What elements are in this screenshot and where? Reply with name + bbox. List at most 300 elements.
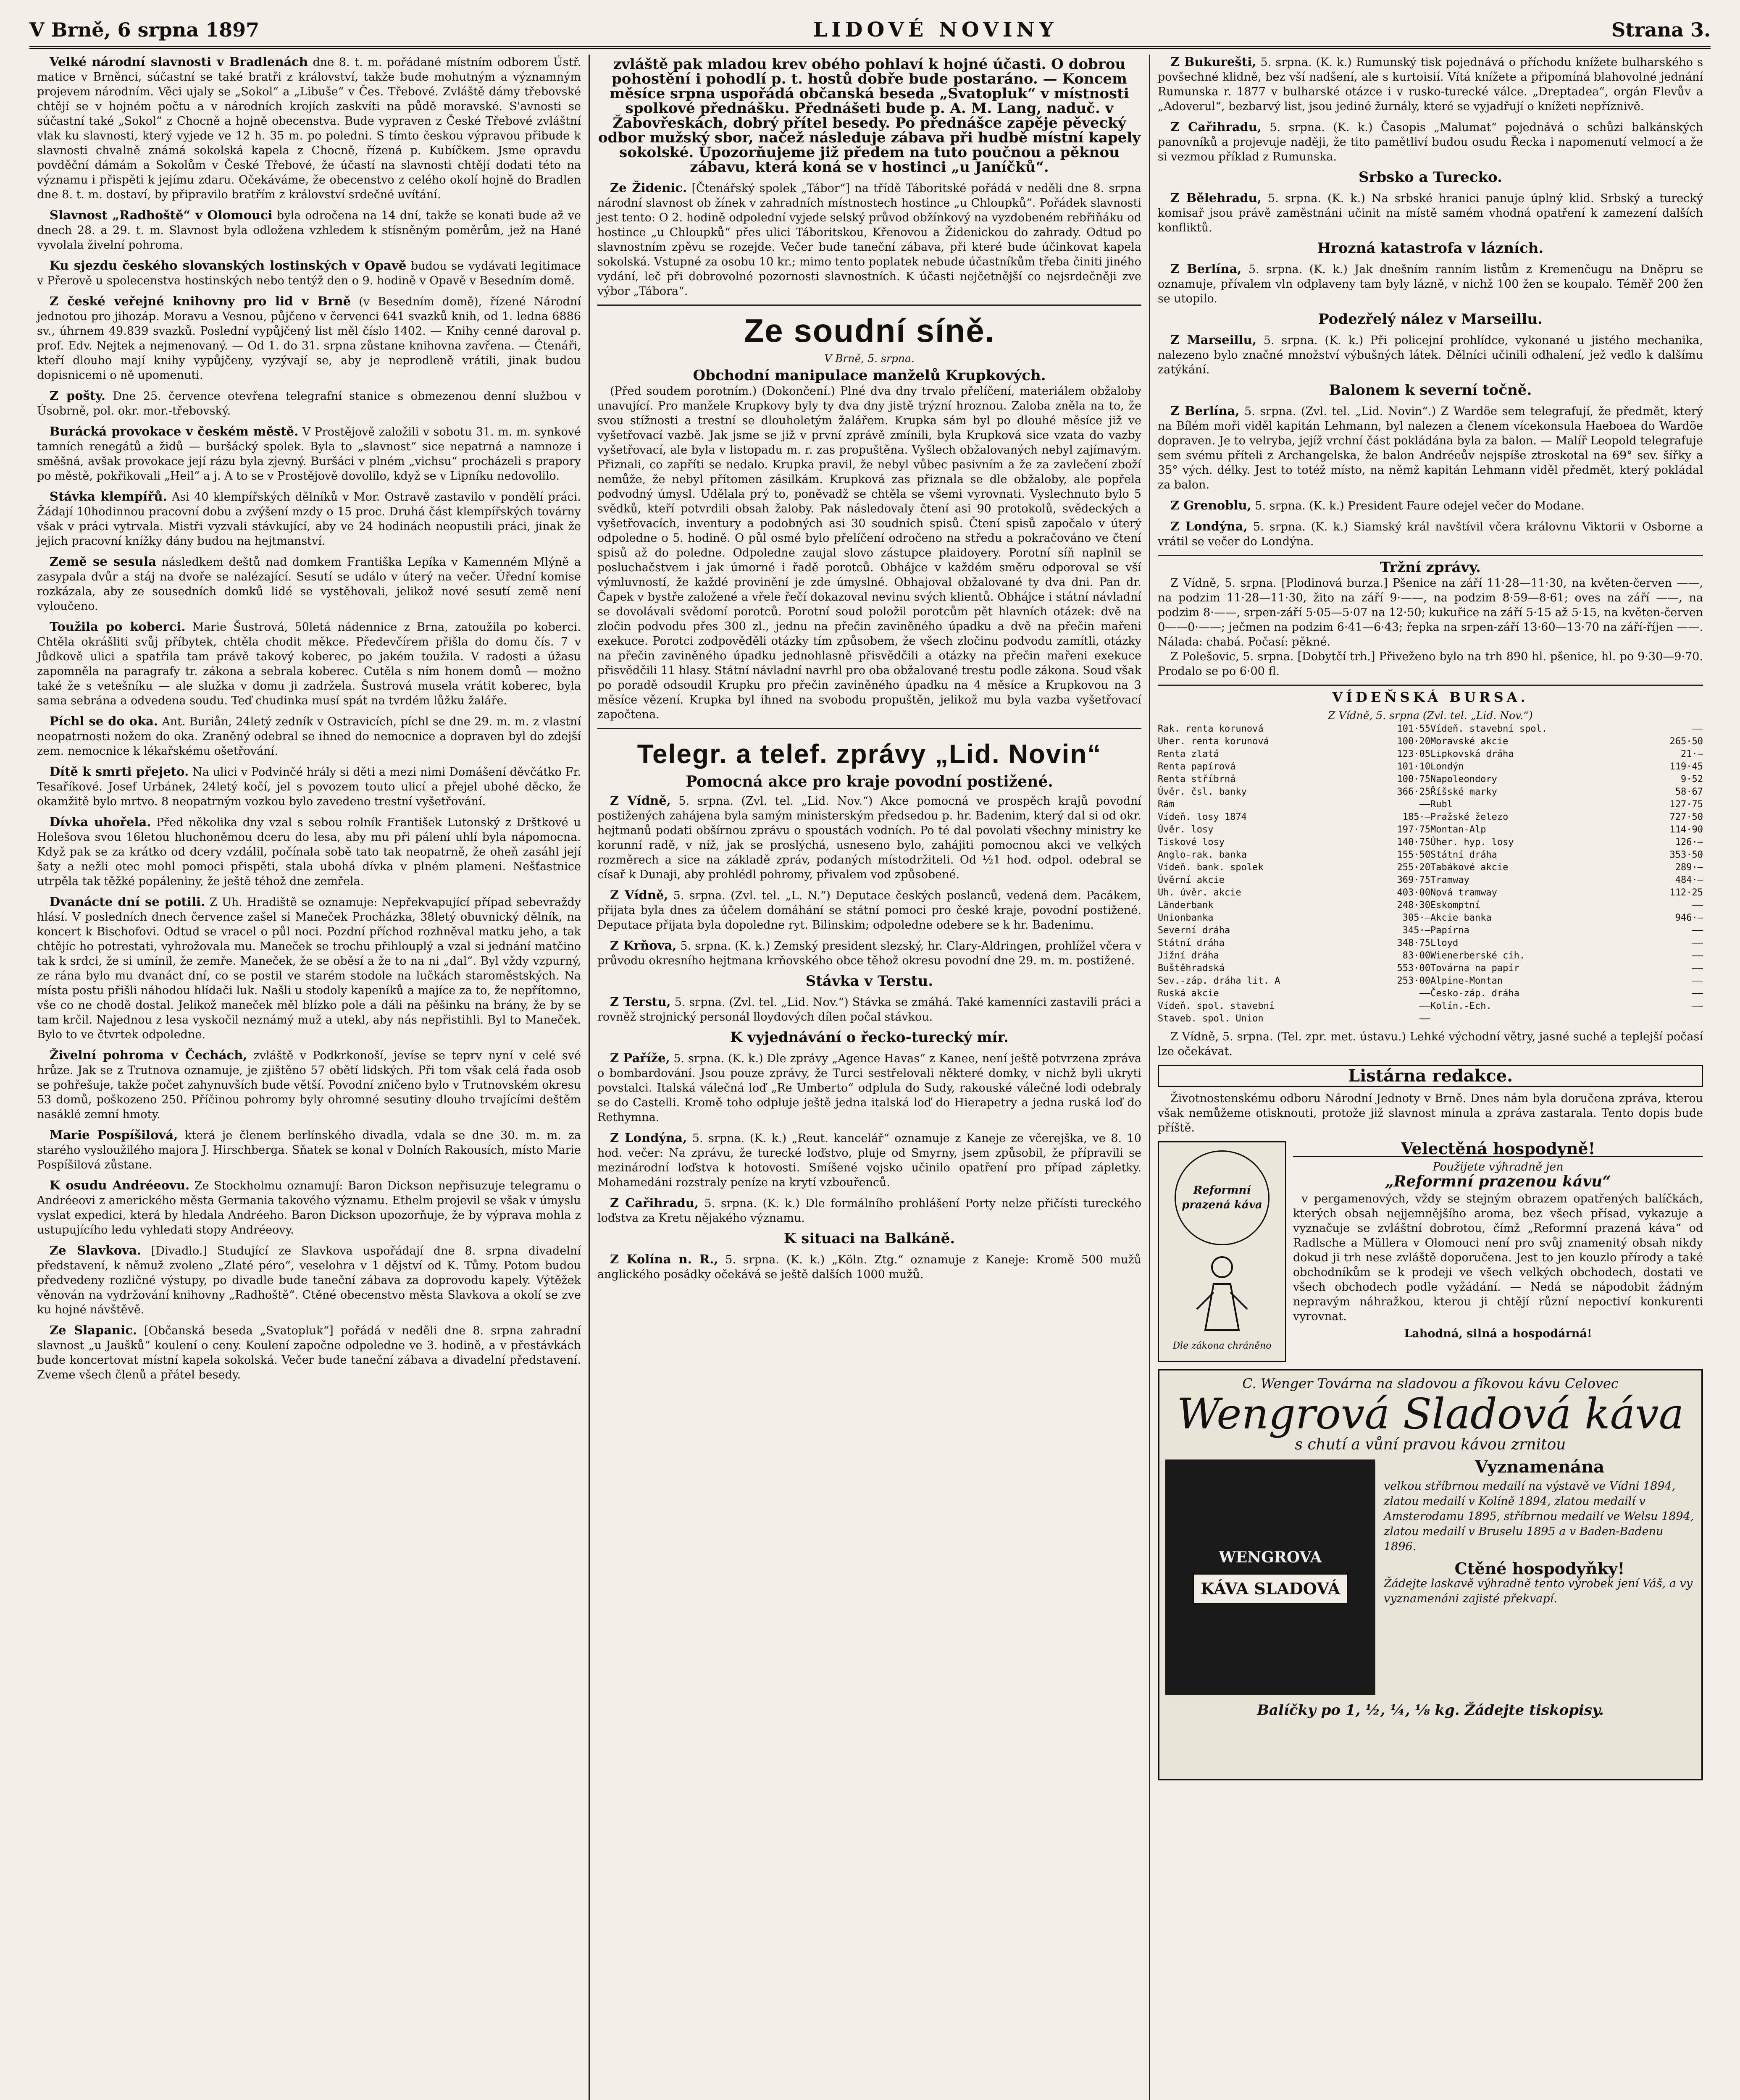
telegraph-subheading: Stávka v Terstu. — [805, 973, 933, 990]
masthead-title: LIDOVÉ NOVINY — [813, 18, 1058, 42]
telegraph-paragraph — [597, 1196, 1141, 1226]
article-text: 5. srpna. (K. k.) Siamský král navštívil včera královnu Viktorii v Osborne a vrátil se večer do Londýna. — [1158, 520, 1703, 548]
bourse-cell: Renta papírová — [1158, 761, 1236, 772]
court-article-title: Obchodní manipulace manželů Krupkových. — [693, 367, 1046, 384]
telegraph-paragraph — [597, 793, 1141, 882]
bourse-cell: Rám — [1158, 799, 1175, 810]
bourse-cell: Papírna — [1430, 925, 1469, 936]
columns — [29, 55, 1711, 2100]
bourse-cell: 553·00 — [1397, 963, 1430, 974]
article-paragraph — [37, 208, 581, 252]
column-3-article — [1158, 333, 1703, 377]
column-2-articles — [597, 57, 1141, 299]
masthead — [29, 17, 1711, 49]
bourse-row — [1158, 798, 1703, 811]
bourse-cell: Úvěr. losy — [1158, 824, 1214, 835]
bourse-cell: Pražské železo — [1430, 812, 1509, 822]
bourse-row — [1158, 937, 1703, 950]
article-title: K osudu Andréeovu. — [50, 1178, 190, 1192]
bourse-cell: 255·20 — [1397, 862, 1430, 873]
article-text: Marie Šustrová, 50letá nádennice z Brna, zatoužila po koberci. Chtěla okrášliti svůj příbytek, chtěla chodit měkce. Předevčírem přišla do domu čís. 7 v Jůdkově ulici a spatřila tam právě takový koberec, po jakém toužila. V radosti a úžasu zapomněla na paragrafy tr. zákona a sebrala koberec. Cutěla s ním honem domů — možno také že s vetešníku — ale služka v domu ji zadržela. Šustrová musela vrátit koberec, byla sama sebrána a odvedena soudu. Teď chudinka musí spát na tvrdém lůžku žaláře. — [37, 621, 581, 707]
court-article-text: (Před soudem porotním.) (Dokončení.) Plné dva dny trvalo přelíčení, materiálem obžaloby unavující. Pro manžele Krupkovy byly ty dva dny jistě trýzní hroznou. Zaloba zněla na to, že svou stížnosti a trestní se dlouholetým žalářem. Krupka sám byl po dlouhé měsíce již ve vyšetřovací vazbě. Jak jsme se již v první zprávě zmínili, byla Krupková sice vzata do vazby vyšetřovací, ale byla v listopadu m. r. zas propuštěna. Vyšlech obžalovaných nebyl zajímavým. Přiznali, co zapříti se nedalo. Krupka pravil, že nebyl vůbec pasivním a že za zavlečení zboží nemůže, že nebyl přítomen zásilkám. Krupková zas přiznala se dle obžaloby, ale popřela podvodný úmysl. Udělala prý to, poněvadž se chtěla se všemi vyrovnati. Vyslechnuto bylo 5 svědků, kteří potvrdili obsah žaloby. Pak následovaly čtení asi 90 protokolů, svědeckých a vyšetřovacích, inventury a podobných asi 30 soudních spisů. Čtení spisů započalo v úterý odpoledne o 5. hodině. O půl osmé bylo přelíčení odročeno na středu a pokračováno ve čtení spisů až do poledne. Odpoledne zaujal slovo zástupce plaidoyery. Porotní síň naplnil se posluchačstvem i jak úmorné i řadě porotců. Obhájce v každém směru odporoval se vší výmluvností, že každé provinění je zde úmyslné. Obhajoval obžalované ty dva dni. Pan dr. Čapek v bystře založené a vřele řečí dokazoval nevinu svých klientů. Obhájce i státní návladní se dovolávali svědomí porotců. Porotní soud položil porotcům pět hlavních otázek: dvě na zločin podvodu přes 300 zl., jednu na přečin zaviněného úpadku a dvě na přečin mařeni exekuce. Porotci zodpověděli otázky tím způsobem, že všech zločinu podvodu zamítli, otázky na přečin zaviněného úpadku jednohlasně přisvědčili a otázky na přečin mařeni exekuce přisvědčili 11 hlasy. Státní návladní navrhl pro oba obžalované trestu podle zákona. Soud však po poradě odsoudil Krupku pro přečin zaviněného úpadku na 4 měsíce a Krupkovou na 3 měsíce vězení. Krupka byl ihned na svobodu propuštěn, jelikož mu byla vazba vyšetřovací započtena. — [597, 385, 1141, 721]
bourse-cell: 21·— — [1680, 749, 1703, 759]
coffee-advertisement — [1158, 1141, 1703, 1362]
article-text: zvláště v Podkrkonoší, jevíse se teprv nyní v celé své hrůze. Jak se z Trutnova oznamuje, je zjištěno 57 obětí lidských. Při tom však celá řada osob se pohřešuje, takže počet zahynuvších bude větší. Povodní zničeno bylo v Trutnovském okresu 53 domů, poškozeno 250. Příčinou pohromy byly ohromné sesutiny dlouho trvajícími deštěm nasáklé zemní hmoty. — [37, 1049, 581, 1121]
bourse-cell: 727·50 — [1669, 812, 1703, 822]
article-title: Dvanácte dní se potili. — [50, 895, 205, 909]
article-title: Z pošty. — [50, 388, 105, 403]
bourse-cell: 348·75 — [1397, 938, 1430, 948]
column-3 — [1150, 55, 1711, 2100]
bourse-cell: 127·75 — [1669, 799, 1703, 810]
bourse-cell: 305·— — [1402, 913, 1430, 923]
telegraph-paragraph — [597, 995, 1141, 1024]
column-2-article — [597, 181, 1141, 299]
column-3-article — [1158, 519, 1703, 549]
column-1-article — [37, 764, 581, 809]
bourse-cell: 289·— — [1675, 862, 1703, 873]
bourse-cell: —— — [1419, 1001, 1430, 1011]
bourse-cell: Montan-Alp — [1430, 824, 1486, 835]
column-3-article — [1158, 241, 1703, 256]
bourse-cell: —— — [1692, 976, 1703, 986]
bourse-cell: 114·90 — [1669, 824, 1703, 835]
column-1-article — [37, 294, 581, 383]
bourse-cell: 185·— — [1402, 812, 1430, 822]
woman-figure-icon — [1180, 1250, 1264, 1334]
bourse-cell: Napoleondory — [1430, 774, 1497, 785]
article-paragraph — [1158, 191, 1703, 235]
bourse-cell: Říšské marky — [1430, 787, 1497, 797]
bourse-cell: 112·25 — [1669, 887, 1703, 898]
bourse-row — [1158, 735, 1703, 748]
telegraph-place: Z Vídně, — [610, 888, 668, 902]
bourse-row — [1158, 874, 1703, 887]
bourse-cell: 58·67 — [1675, 787, 1703, 797]
bourse-cell: Vídeň. losy 1874 — [1158, 812, 1247, 822]
column-3-article — [1158, 498, 1703, 513]
bourse-cell: Severní dráha — [1158, 925, 1230, 936]
article-title: Marie Pospíšilová, — [50, 1128, 178, 1142]
bourse-row — [1158, 849, 1703, 861]
bourse-cell: 253·00 — [1397, 976, 1430, 986]
wenger-malt-coffee-advertisement — [1158, 1369, 1703, 1780]
article-title: Ku sjezdu českého slovanských lostinských v Opavě — [50, 258, 407, 273]
article-text: V Prostějově založili v sobotu 31. m. m. synkové tamních renegátů a židů — buršácký spolek. Byla to „slavnost“ sice nepatrná a namnoze i směšná, avšak provokace její rázu byla zjevný. Buršáci v plném „vichsu“ procházeli s prapory po městě, pokřikovali „Heil“ a j. A to se v Prostějově dovolilo, když se v Lipníku nedovolilo. — [37, 425, 581, 483]
court-article — [597, 368, 1141, 722]
bourse-row — [1158, 748, 1703, 761]
bourse-cell: 101·10 — [1397, 761, 1430, 772]
bourse-cell: 119·45 — [1669, 761, 1703, 772]
letters-heading: Listárna redakce. — [1158, 1065, 1703, 1087]
article-title: Z Berlína, — [1170, 262, 1242, 276]
bourse-cell: 366·25 — [1397, 787, 1430, 797]
article-paragraph — [37, 1048, 581, 1122]
bourse-cell — [1430, 1013, 1627, 1025]
column-3-article — [1158, 55, 1703, 114]
housewives-text: Žádejte laskavě výhradně tento výrobek jení Váš, a vy vyznamenáni zajisté překvapí. — [1384, 1577, 1693, 1605]
article-heading: zvláště pak mladou krev obého pohlaví k hojné účasti. O dobrou pohostění i pohodlí p. t. hostů dobře bude postaráno. — Koncem měsíce srpna uspořádá občanská beseda „Svatopluk“ v místnosti spolkové přednášku. Přednášeti bude p. A. M. Lang, naduč. v Žabovřeskách, dobrý přítel besedy. Po přednášce zapěje pěvecký odbor mužský sbor, načež následuje zábava při hudbě místní kapely sokolské. Upozorňujeme již předem na tuto poučnou a pěknou zábavu, která koná se v hostinci „u Janíčků“. — [598, 56, 1141, 176]
column-1-article — [37, 258, 581, 288]
telegraph-item — [597, 938, 1141, 968]
article-title: Píchl se do oka. — [50, 714, 158, 728]
telegraph-paragraph — [597, 1131, 1141, 1190]
telegraph-place: Z Krňova, — [610, 938, 677, 953]
article-paragraph — [1158, 519, 1703, 549]
article-paragraph — [1158, 498, 1703, 513]
article-title: Stávka klempířů. — [50, 489, 167, 504]
article-paragraph — [37, 1128, 581, 1172]
coffee-ad-product: „Reformní prazenou kávu“ — [1385, 1173, 1611, 1190]
article-paragraph — [37, 1178, 581, 1237]
article-title: Z Berlína, — [1170, 404, 1240, 418]
column-1-article — [37, 1048, 581, 1122]
telegraph-text: 5. srpna. (Zvl. tel. „L. N.“) Deputace českých poslanců, vedená dem. Pacákem, přijata byla dnes za účelem domáhání se státní pomoci pro české kraje, povodní postižené. Deputace přijata byla dopoledne ryt. Bilinskim; odpoledne odebere se k hr. Badenimu. — [597, 889, 1141, 932]
housewives-heading: Ctěné hospodyňky! — [1454, 1559, 1625, 1578]
bourse-row — [1158, 987, 1703, 1000]
bourse-cell: Uh. úvěr. akcie — [1158, 887, 1241, 898]
divider — [1158, 555, 1703, 556]
divider — [597, 304, 1141, 306]
bourse-cell: —— — [1692, 900, 1703, 911]
column-1-article — [37, 388, 581, 418]
bourse-cell: —— — [1692, 1001, 1703, 1011]
wenger-body — [1165, 1457, 1695, 1695]
bourse-cell: 9·52 — [1680, 774, 1703, 785]
bourse-row — [1158, 975, 1703, 987]
column-1-article — [37, 208, 581, 252]
bourse-row — [1158, 1000, 1703, 1013]
column-1-articles — [37, 55, 581, 1382]
bourse-cell: —— — [1692, 988, 1703, 999]
wenger-subtitle: s chutí a vůní pravou kávou zrnitou — [1295, 1436, 1566, 1453]
telegraph-text: 5. srpna. (K. k.) „Köln. Ztg.“ oznamuje z Kaneje: Kromě 500 mužů anglického posádky očekává se ještě dalších 1000 mužů. — [597, 1253, 1141, 1281]
telegraph-place: Z Cařihradu, — [610, 1196, 699, 1210]
bourse-cell: 83·00 — [1402, 950, 1430, 961]
article-title: Slavnost „Radhoště“ v Olomouci — [50, 208, 273, 222]
bourse-cell: Úvěrní akcie — [1158, 875, 1225, 885]
column-1-article — [37, 1323, 581, 1382]
bourse-cell: 484·— — [1675, 875, 1703, 885]
bourse-cell: Renta stříbrná — [1158, 774, 1236, 785]
article-title: Z Grenoblu, — [1170, 498, 1251, 512]
article-heading: Hrozná katastrofa v lázních. — [1317, 240, 1544, 257]
column-3-article — [1158, 170, 1703, 185]
market-heading: Tržní zprávy. — [1380, 559, 1481, 576]
article-text: [Divadlo.] Studující ze Slavkova uspořádají dne 8. srpna divadelní představení, k němuž zvoleno „Zlaté péro“, veselohra v 1 dějství od K. Tůmy. Potom budou předvedeny rozličné výstupy, po divadle bude taneční zábava za doprovodu kapely. Výtěžek věnován na vydržování knihovny „Radhoště“. Ctěné obecenstvo města Slavkova a okolí se zve ku hojné návštěvě. — [37, 1244, 581, 1316]
telegraph-text: 5. srpna. (Zvl. tel. „Lid. Nov.“) Stávka se zmáhá. Také kamenníci zastavili práci a rovněž strojnický personál lloydových dílen počal stávkou. — [597, 996, 1142, 1024]
telegraph-item — [597, 793, 1141, 882]
bourse-cell: Staveb. spol. Union — [1158, 1013, 1264, 1024]
telegraph-paragraph — [597, 938, 1141, 968]
bourse-cell: 946·— — [1675, 913, 1703, 923]
court-dateline: V Brně, 5. srpna. — [824, 352, 915, 365]
bourse-cell: 345·— — [1402, 925, 1430, 936]
bourse-row — [1158, 824, 1703, 836]
bourse-cell: Vídeň. spol. stavební — [1158, 1001, 1275, 1011]
bourse-cell: Akcie banka — [1430, 913, 1492, 923]
telegraph-item — [597, 1030, 1141, 1045]
article-text: která je členem berlínského divadla, vdala se dne 30. m. m. za starého vysloužilého majora J. Hirschberga. Sňatek se konal v Dolních Rakousích, místo Marie Pospíšilová zůstane. — [37, 1129, 581, 1171]
bourse-cell: Länderbank — [1158, 900, 1214, 911]
article-text: (v Besedním domě), řízené Národní jednotou pro jihozáp. Moravu a Vesnou, půjčeno v červenci 641 svazků knih, od 1. ledna 6886 sv., úhrnem 49.839 svazků. Poslední vypůjčený list měl číslo 1402. — Knihy cenné daroval p. prof. Edv. Nejtek a nejmenovaný. — Od 1. do 31. srpna zůstane knihovna zavřena. — Čtenáři, kteří dlouho mají knihy vypůjčeny, vyzývají se, aby je neprodleně vrátili, jinak budou dopisnicemi o ně upomenuti. — [37, 295, 581, 382]
article-text: Asi 40 klempířských dělníků v Mor. Ostravě zastavilo v pondělí práci. Žádají 10hodinnou pracovní dobu a zvýšení mzdy o 15 proc. Druhá část klempířských továrny však v práci vytrvala. Mistři vyzvali stávkující, aby ve 24 hodinách neopustili práci, jinak že jejich pracovní knížky dány budou na hejtmanství. — [37, 491, 581, 548]
bourse-cell: Státní dráha — [1430, 850, 1497, 860]
bourse-cell: Londýn — [1430, 761, 1464, 772]
article-title: Dívka uhořela. — [50, 815, 151, 829]
article-text: [Občanská beseda „Svatopluk“] pořádá v neděli dne 8. srpna zahradní slavnost „u Jaušků“ koulení o ceny. Koulení započne odpoledne ve 3. hodině, a v přestávkách bude koncertovat místní kapela sokolská. Večer bude taneční zábava a divadelní představení. Zveme všech členů a přátel besedy. — [37, 1324, 581, 1381]
telegraph-section-heading: Telegr. a telef. zprávy „Lid. Novin“ — [637, 739, 1102, 769]
bourse-cell: —— — [1692, 724, 1703, 734]
telegraph-paragraph — [597, 888, 1141, 932]
column-3-articles — [1158, 55, 1703, 549]
article-title: Burácká provokace v českém městě. — [50, 424, 299, 438]
column-1-article — [37, 895, 581, 1042]
column-1-article — [37, 554, 581, 614]
article-paragraph — [1158, 55, 1703, 114]
column-1-article — [37, 1178, 581, 1237]
bourse-cell: 197·75 — [1397, 824, 1430, 835]
package-top-text: WENGROVA — [1219, 1549, 1322, 1566]
telegraph-text: 5. srpna. (K. k.) „Reut. kancelář“ oznamuje z Kaneje ze včerejška, ve 8. 10 hod. večer: Na zprávu, že turecké loďstvo, pluje od Smyrny, jsem způsobil, že přípravili se mezinárodní loďstva k hotovosti. Smíšené vojsko učinilo opatření pro případ zápletky. Mohamedáni rozstraly peníze na krytí vzbouřenců. — [597, 1132, 1141, 1189]
divider — [597, 728, 1141, 729]
wenger-factory-line: C. Wenger Továrna na sladovou a fíkovou kávu Celovec — [1242, 1376, 1619, 1391]
telegraph-item — [597, 995, 1141, 1024]
article-title: Z Londýna, — [1170, 519, 1248, 533]
bourse-cell: Rak. renta korunová — [1158, 724, 1264, 734]
telegraph-subheading: K vyjednávání o řecko-turecký mír. — [730, 1029, 1009, 1046]
article-text: budou se vydávati legitimace v Přerově u spolecenstva hostinských nebo tentýž den o 9. hodině v Opavě v Besedním domě. — [37, 260, 581, 287]
wenger-package-sizes: Balíčky po 1, ½, ¼, ⅛ kg. Žádejte tiskopisy. — [1257, 1702, 1604, 1719]
bourse-cell: Moravské akcie — [1430, 736, 1509, 747]
awards-heading: Vyznamenána — [1475, 1457, 1605, 1477]
article-paragraph — [37, 620, 581, 708]
weather-report — [1158, 1029, 1703, 1059]
bourse-cell: Vídeň. stavební spol. — [1430, 724, 1548, 734]
telegraph-place: Z Vídně, — [610, 793, 671, 808]
divider — [1158, 685, 1703, 686]
bourse-cell: Tabákové akcie — [1430, 862, 1509, 873]
article-paragraph — [37, 714, 581, 759]
telegraph-items — [597, 793, 1141, 1282]
article-paragraph — [37, 388, 581, 418]
bourse-cell: Tiskové losy — [1158, 837, 1225, 848]
coffee-ad-sub: Použijete výhradně jen — [1432, 1160, 1564, 1173]
bourse-cell: 126·— — [1675, 837, 1703, 848]
reform-coffee-logo: Reformní prazená káva — [1175, 1150, 1270, 1245]
column-3-article — [1158, 120, 1703, 164]
market-text-2: Z Polešovic, 5. srpna. [Dobytčí trh.] Přiveženo bylo na trh 890 hl. pšenice, hl. po 9·30—9·70. Prodalo se po 6·00 fl. — [1158, 650, 1703, 678]
coffee-ad-body: v pergamenových, vždy se stejným obrazem opatřených balíčkách, kterých obsah nejjemnějšího aroma, bez všech přísad, vykazuje a vyznačuje se zvláštní dobrotou, čímž „Reformní prazená káva“ od Radlsche a Müllera v Olomouci není pro svůj znamenitý obsah nikdy dokud ji trh nese zvláště doporučena. Jest to jen kouzlo přírody a také obchodníkům se k prodeji ve všech velkých obchodech, dostati ve všech obchodech podle vyžádání. — Nedá se nápodobit žádným nepravým náhražkou, kterou ji chtějí různí nepoctiví konkurenti vyrovnat. — [1293, 1192, 1703, 1323]
bourse-heading: VÍDEŇSKÁ BURSA. — [1332, 689, 1529, 705]
bourse-cell: Lipkovská dráha — [1430, 749, 1514, 759]
telegraph-text: 5. srpna. (K. k.) Dle formálního prohlášení Porty nelze přičísti tureckého loďstva za Kretu nějakého významu. — [597, 1197, 1141, 1225]
article-text: 5. srpna. (K. k.) Časopis „Malumat“ pojednává o schůzi balkánských panovníků a projevuje naději, že tito pamětliví budou osudu Řecka i napomenutí velmocí a že si vezmou příklad z Rumunska. — [1158, 121, 1703, 163]
bourse-dateline: Z Vídně, 5. srpna (Zvl. tel. „Lid. Nov.“) — [1328, 709, 1533, 722]
bourse-cell: Továrna na papír — [1430, 963, 1519, 974]
article-title: Ze Slavkova. — [50, 1243, 141, 1257]
telegraph-text: 5. srpna. (K. k.) Dle zprávy „Agence Havas“ z Kanee, není ještě potvrzena zpráva o bombardování. Jsou pouze zprávy, že Turci sestřelovali některé domky, v nichž byli ukryti povstalci. Italská válečná loď „Re Umberto“ odplula do Sudy, rakouské válečné lodi odebraly se do Castelli. Kromě toho odpluje ještě jedna italská loď do Hierapetry a jedna ruská loď do Rethymna. — [597, 1052, 1141, 1124]
package-label: KÁVA SLADOVÁ — [1193, 1573, 1348, 1604]
coffee-ad-text — [1293, 1141, 1703, 1362]
market-section — [1158, 560, 1703, 679]
telegraph-text: 5. srpna. (K. k.) Zemský president slezský, hr. Clary-Aldringen, prohlížel včera v průvodu okresního hejtmana krňovského obce těhož okresu povodní dne 29. m. m. postižené. — [597, 940, 1141, 967]
column-1-article — [37, 55, 581, 202]
bourse-cell: Ruská akcie — [1158, 988, 1219, 999]
article-heading: Podezřelý nález v Marseillu. — [1318, 311, 1543, 328]
column-1-article — [37, 1128, 581, 1172]
article-title: Z české veřejné knihovny pro lid v Brně — [50, 294, 351, 308]
bourse-cell: —— — [1419, 1013, 1430, 1024]
letters-section — [1158, 1091, 1703, 1135]
column-1-article — [37, 424, 581, 483]
article-title: Země se sesula — [50, 554, 156, 569]
article-text: Ant. Buriån, 24letý zedník v Ostravicích, píchl se dne 29. m. m. z vlastní neopatrnosti nožem do oka. Zraněný odebral se ihned do nemocnice a dopraven byl do zdejší zem. nemocnice k lékařskému ošetřování. — [37, 715, 581, 758]
article-paragraph — [1158, 120, 1703, 164]
bourse-cell: Lloyd — [1430, 938, 1459, 948]
wenger-title: Wengrová Sladová káva — [1177, 1389, 1684, 1438]
article-paragraph — [37, 424, 581, 483]
bourse-cell: 403·00 — [1397, 887, 1430, 898]
telegraph-item — [597, 1051, 1141, 1125]
column-3-article — [1158, 191, 1703, 235]
weather-text: Z Vídně, 5. srpna. (Tel. zpr. met. ústavu.) Lehké východní větry, jasné suché a teplejší počasí lze očekávat. — [1158, 1030, 1703, 1058]
bourse-cell: 101·55 — [1397, 724, 1430, 734]
article-title: Živelní pohroma v Čechách, — [50, 1048, 247, 1062]
bourse-cell: —— — [1692, 925, 1703, 936]
article-paragraph — [37, 258, 581, 288]
article-title: Ze Židenic. — [610, 181, 687, 195]
article-text: 5. srpna. (K. k.) President Faure odejel večer do Modane. — [1255, 499, 1585, 512]
bourse-cell: Wienerberské cih. — [1430, 950, 1525, 961]
article-paragraph — [37, 489, 581, 549]
bourse-row — [1158, 761, 1703, 773]
column-3-article — [1158, 262, 1703, 306]
bourse-cell: —— — [1692, 938, 1703, 948]
article-paragraph — [37, 554, 581, 614]
bourse-row — [1158, 950, 1703, 962]
bourse-cell: Sev.-záp. dráha lit. A — [1158, 976, 1280, 986]
bourse-row — [1158, 811, 1703, 824]
article-paragraph — [37, 895, 581, 1042]
bourse-row — [1158, 861, 1703, 874]
article-heading: Srbsko a Turecko. — [1359, 169, 1502, 186]
telegraph-place: Z Terstu, — [610, 995, 671, 1009]
bourse-cell: Státní dráha — [1158, 938, 1225, 948]
article-text: Z Uh. Hradiště se oznamuje: Nepřekvapující případ sebevraždy hlásí. V posledních dnech července zašel si Maneček Procházka, 38letý obuvnický dělník, na koncert k Bischofovi. Odtud se vracel o půl noci. Pozdní příchod rozhněval matku jeho, a tak chtějíc ho potrestati, vyhrožovala mu. Maneček se trochu přihlouplý a vzal si jednání matčino tak k srdci, že si umínil, že zemře. Maneček, že se oběsí a že to na ni „dal“. Byl vždy vzpurný, ze rána bylo mu dvanáct dní, co se postil ve starém stodole na lučkách staroměstských. Na místa postu přišli náhodou hlídači luk. Našli u stodoly kapeníků a majíce za to, že nepřítomno, vše co ne chodě dostal. Jelikož maneček měl blízko pole a dáli na pěšinku na brány, že by se tam krčil. Najednou z lesa vyskočil neznámý muž a utekl, aby nás nepřistihli. Byl to Maneček. Bylo to ve čtvrtek odpoledne. — [37, 896, 581, 1041]
coffee-package-image — [1165, 1460, 1375, 1695]
bourse-cell: 100·20 — [1397, 736, 1430, 747]
telegraph-item — [597, 1131, 1141, 1190]
bourse-row — [1158, 924, 1703, 937]
article-title: Z Marseillu, — [1170, 333, 1256, 347]
telegraph-paragraph — [597, 1252, 1141, 1282]
bourse-row — [1158, 962, 1703, 975]
bourse-cell: 265·50 — [1669, 736, 1703, 747]
bourse-cell: —— — [1419, 799, 1430, 810]
bourse-cell: 123·05 — [1397, 749, 1430, 759]
coffee-ad-caption: Dle zákona chráněno — [1172, 1340, 1272, 1351]
court-section-heading: Ze soudní síně. — [744, 312, 995, 349]
bourse-row — [1158, 899, 1703, 912]
article-paragraph — [1158, 262, 1703, 306]
bourse-cell: Kolín.-Ech. — [1430, 1001, 1492, 1011]
article-text: byla odročena na 14 dní, takže se konati bude až ve dnech 28. a 29. t. m. Slavnost byla odložena vzhledem k stísněným poměrům, jež na Hané vyvolala živelní pohroma. — [37, 209, 581, 252]
column-1-article — [37, 714, 581, 759]
coffee-ad-heading: Velectěná hospodyně! — [1293, 1141, 1703, 1157]
telegraph-paragraph — [597, 1051, 1141, 1125]
bourse-cell: 155·50 — [1397, 850, 1430, 860]
column-1-article — [37, 620, 581, 708]
telegraph-place: Z Kolína n. R., — [610, 1252, 718, 1266]
article-title: Z Bělehradu, — [1170, 191, 1262, 205]
bourse-cell: 140·75 — [1397, 837, 1430, 848]
telegraph-place: Z Paříže, — [610, 1051, 670, 1065]
column-1 — [29, 55, 590, 2100]
bourse-row — [1158, 887, 1703, 899]
article-text: [Čtenářský spolek „Tábor“] na třídě Táboritské pořádá v neděli dne 8. srpna národní slavnost ob žínek v zahradních místnostech hostince „u Chloupků“. Pořádek slavnosti jest tento: O 2. hodině odpolední vyjede selský průvod obžínkový na vyzdobeném rebřiňáku od hostince „u Chloupků“ přes ulici Táboritskou, Křenovou a Židenickou do zahrady. Odtud po slavnostním zpěvu se rozejde. Večer bude taneční zábava, při které bude účinkovat kapela sokolská. Vstupné za osobu 10 kr.; mimo tento poplatek nebude účastníkům třeba činiti jiného vydání, leč při dobrovolné pozornosti slavnostních. K účasti nejčetnější co nejsrdečněji zve výbor „Tábora“. — [597, 182, 1141, 298]
article-title: Velké národní slavnosti v Bradlenách — [50, 55, 308, 69]
telegraph-subheading: K situaci na Balkáně. — [783, 1230, 955, 1247]
article-text: Na ulici v Podvinčé hrály si děti a mezi nimi Domášení děvčátko Fr. Tesaříkové. Josef Urbánek, 24letý kočí, jel s povozem touto ulicí a přejel ubohé děcko, že okamžitě bylo mrtvo. 8 neopatrným vozkou bylo zavedeno trestní vyšetřování. — [37, 766, 581, 808]
article-paragraph — [37, 1243, 581, 1317]
bourse-cell: Buštěhradská — [1158, 963, 1225, 974]
article-title: Toužila po koberci. — [50, 620, 186, 634]
telegraph-item — [597, 888, 1141, 932]
bourse-cell: Nová tramway — [1430, 887, 1497, 898]
article-text: dne 8. t. m. pořádané místním odborem Ústř. matice v Brněnci, súčastní se také bratři z království, takže bude mohutným a významným projevem národním. Věci ujaly se „Sokol“ a „Libuše“ v Čes. Třebové. Zvláště dámy třebovské chtějí se v hojném počtu a v národních krojích zaskvíti na půdě moravské. S'avnosti se súčastní také „Sokol“ z Chocně a hojně obecenstva. Bude vypraven z České Třebové zvláštní vlak ku slavnosti, který vyjede ve 12 h. 35 m. po poledni. S tímto českou výpravou přibude k slavnosti chvalně známá sokolská kapela z Chocně, řízená p. Kubíčkem. Jsme opravdu povděční dámám a Sokolům v České Třebové, že účastí na slavnosti chtějí dodati této na významu i přispěti k jejímu zdaru. Očekáváme, že obecenstvo z celého okolí hojně do Bradlen dne 8. t. m. dostaví, by připravilo bratřím z království srdečné uvítání. — [37, 56, 581, 201]
telegraph-item — [597, 1231, 1141, 1246]
article-text: 5. srpna. (K. k.) Rumunský tisk pojednává o příchodu knížete bulharského s povšechné klidně, bez vší nadšení, ale s kurtoisií. Vítá knížete a připomíná blahovolné jednání Rumunska r. 1877 v bulharské otázce i v rusko-turecké válce. „Dreptadea“, orgán Flevův a „Adoverul“, bezbarvý list, jsou jediné žurnály, které se vyjadřují o knížeti nepříznivě. — [1158, 56, 1703, 113]
bourse-cell: 353·50 — [1669, 850, 1703, 860]
telegraph-place: Z Londýna, — [610, 1131, 687, 1145]
bourse-cell: Jižní dráha — [1158, 950, 1219, 961]
article-paragraph — [37, 815, 581, 889]
bourse-cell: 369·75 — [1397, 875, 1430, 885]
masthead-page-number: Strana 3. — [1611, 18, 1711, 41]
column-2 — [590, 55, 1150, 2100]
article-title: Z Cařihradu, — [1170, 120, 1262, 134]
article-paragraph — [37, 764, 581, 809]
column-3-article — [1158, 383, 1703, 398]
column-1-article — [37, 489, 581, 549]
bourse-cell: 248·30 — [1397, 900, 1430, 911]
bourse-cell: Uher. renta korunová — [1158, 736, 1269, 747]
article-paragraph — [37, 1323, 581, 1382]
column-3-article — [1158, 312, 1703, 327]
bourse-row — [1158, 773, 1703, 786]
letters-text: Životnostenskému odboru Národní Jednoty v Brně. Dnes nám byla doručena zpráva, kterou však nemůžeme otisknouti, protože již slavnost minula a zpráva zastarala. Tento dopis bude příště. — [1158, 1092, 1703, 1134]
article-text: Před několika dny vzal s sebou rolník František Lutonský z Drštkové u Holešova svou 16letou hluchoněmou dceru do lesa, aby mu při pálení uhlí byla nápomocna. Když pak se za krátko od dcery vzdálil, počínala sobě tato tak neopatrně, že oheň zasáhl její šaty a nežli otec mohl pomoci přispěti, stala ubohá dívka v plném plameni. Nešťastnice utrpěla tak těžké popáleniny, že ještě téhož dne zemřela. — [37, 816, 581, 888]
bourse-cell: Úvěr. čsl. banky — [1158, 787, 1247, 797]
bourse-row — [1158, 723, 1703, 735]
bourse-cell: Česko-záp. dráha — [1430, 988, 1519, 999]
bourse-row — [1158, 1013, 1703, 1025]
bourse-table — [1158, 723, 1703, 1025]
article-paragraph — [1158, 333, 1703, 377]
article-title: Dítě k smrti přejeto. — [50, 764, 189, 779]
article-paragraph — [37, 294, 581, 383]
telegraph-subheading: Pomocná akce pro kraje povodní postižené. — [686, 773, 1053, 790]
bourse-cell: Úher. hyp. losy — [1430, 837, 1514, 848]
bourse-cell: —— — [1692, 963, 1703, 974]
bourse-row — [1158, 836, 1703, 849]
article-title: Ze Slapanic. — [50, 1323, 137, 1337]
bourse-row — [1158, 786, 1703, 798]
telegraph-item — [597, 1196, 1141, 1226]
article-text: následkem deštů nad domkem Františka Lepíka v Kamenném Mlýně a zasypala dvůr a stáj na dvoře se nalézající. Sesutí se událo v úterý na večer. Úřední komise rozkázala, aby ze sousedních domků lidé se vystěhovali, jelikož nové sesutí země není vyloučeno. — [37, 556, 581, 613]
bourse-cell: 100·75 — [1397, 774, 1430, 785]
